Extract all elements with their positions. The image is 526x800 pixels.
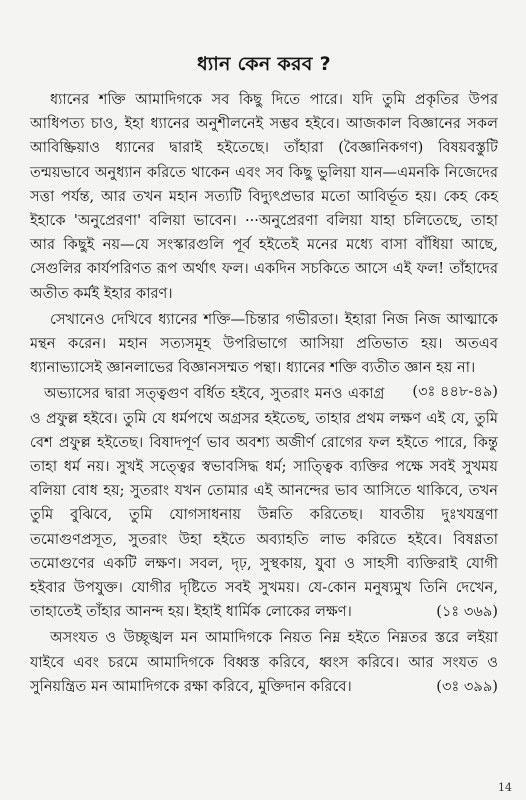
paragraph-text: সেখানেও দেখিবে ধ্যানের শক্তি—চিন্তার গভীরতা। ইহারা নিজ নিজ আত্মাকে মন্থন করেন। মহান সত্যসমূহ উপরিভাগে আসিয়া প্রতিভাত হয়। অতএব ধ্যানাভ্যাসেই জ্ঞানলাভের বিজ্ঞানসম্মত পন্থা। ধ্যানের শক্তি ব্যতীত জ্ঞান হয় না। xyxy=(30,310,498,377)
paragraph xyxy=(30,88,498,306)
paragraph xyxy=(30,308,498,401)
paragraph-text: অসংযত ও উচ্ছৃঙ্খল মন আমাদিগকে নিয়ত নিম্ন হইতে নিম্নতর স্তরে লইয়া যাইবে এবং চরমে আমাদিগকে বিধ্বস্ত করিবে, ধ্বংস করিবে। আর সংযত ও সুনিয়ন্ত্রিত মন আমাদিগকে রক্ষা করিবে, মুক্তিদান করিবে। xyxy=(30,629,498,695)
reference-citation: (৩ঃ ৩৯৯) xyxy=(436,677,498,695)
reference-citation: (৩ঃ ৪৪৮-৪৯) xyxy=(412,383,498,401)
paragraph-text: অভ্যাসের দ্বারা সত্ত্বগুণ বর্ধিত হইবে, সুতরাং মনও একাগ্র ও প্রফুল্ল হইবে। তুমি যে ধর্মপথে অগ্রসর হইতেছ, তাহার প্রথম লক্ষণ এই যে, তুমি বেশ প্রফুল্ল হইতেছ। বিষাদপূর্ণ ভাব অবশ্য অজীর্ণ রোগের ফল হইতে পারে, কিন্তু তাহা ধর্ম নয়। সুখই সত্ত্বের স্বভাবসিদ্ধ ধর্ম; সাত্ত্বিক ব্যক্তির পক্ষে সবই সুখময় বলিয়া বোধ হয়; সুতরাং যখন তোমার এই আনন্দের ভাব আসিতে থাকিবে, তখন তুমি বুঝিবে, তুমি যোগসাধনায় উন্নতি করিতেছ। যাবতীয় দুঃখযন্ত্রণা তমোগুণপ্রসূত, সুতরাং উহা হইতে অব্যাহতি লাভ করিতে হইবে। বিষণ্ণতা তমোগুণের একটি লক্ষণ। সবল, দৃঢ়, সুস্থকায়, যুবা ও সাহসী ব্যক্তিরাই যোগী হইবার উপযুক্ত। যোগীর দৃষ্টিতে সবই সুখময়। যে-কোন মনুষ্যমুখ তিনি দেখেন, তাহাতেই তাঁহার আনন্দ হয়। ইহাই ধার্মিক লোকের লক্ষণ। xyxy=(30,385,498,621)
page-number: 14 xyxy=(498,781,512,794)
paragraph-text: ধ্যানের শক্তি আমাদিগকে সব কিছু দিতে পারে। যদি তুমি প্রকৃতির উপর আধিপত্য চাও, ইহা ধ্যানের অনুশীলনেই সম্ভব হইবে। আজকাল বিজ্ঞানের সকল আবিষ্ক্রিয়াও ধ্যানের দ্বারাই হইতেছে। তাঁহারা (বৈজ্ঞানিকগণ) বিষয়বস্তুটি তন্ময়ভাবে অনুধ্যান করিতে থাকেন এবং সব কিছু ভুলিয়া যান—এমনকি নিজেদের সত্তা পর্যন্ত, আর তখন মহান সত্যটি বিদ্যুৎপ্রভার মতো আবির্ভূত হয়। কেহ কেহ ইহাকে 'অনুপ্রেরণা' বলিয়া ভাবেন। ···অনুপ্রেরণা বলিয়া যাহা চলিতেছে, তাহা আর কিছুই নয়—যে সংস্কারগুলি পূর্ব হইতেই মনের মধ্যে বাসা বাঁধিয়া আছে, সেগুলির কার্যপরিণত রূপ অর্থাৎ ফল। একদিন সচকিতে আসে এই ফল! তাঁহাদের অতীত কর্মই ইহার কারণ। xyxy=(30,91,498,302)
paragraph xyxy=(30,626,498,699)
reference-citation: (১ঃ ৩৬৯) xyxy=(436,603,498,621)
paragraph xyxy=(30,382,498,624)
chapter-title: ধ্যান কেন করব ? xyxy=(197,53,331,75)
